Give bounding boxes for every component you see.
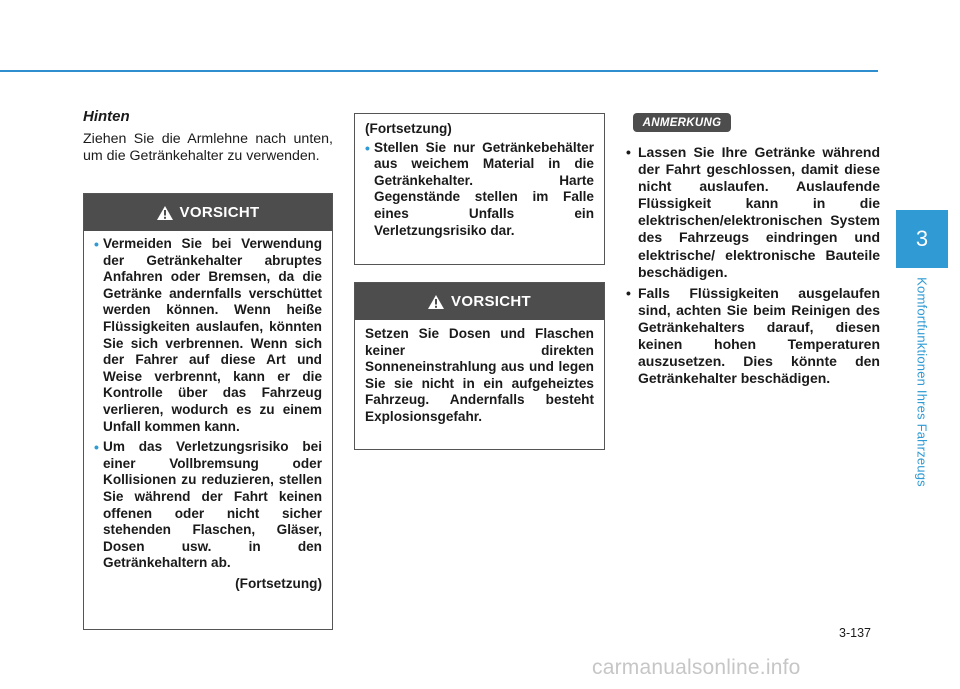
bullet-icon: • (94, 439, 99, 456)
bullet-icon: • (626, 144, 631, 160)
caution-header-2 (355, 283, 604, 320)
warning-triangle-icon (428, 295, 444, 309)
chapter-number: 3 (915, 226, 929, 251)
note-body (626, 144, 880, 391)
note-label: ANMERKUNG (633, 113, 731, 132)
chapter-tab (896, 210, 948, 268)
section-heading: Hinten (83, 108, 130, 125)
caution-continued-body (355, 114, 604, 251)
caution-item: • Vermeiden Sie bei Verwendung der Getränkehalter abruptes Anfahren oder Bremsen, da die Getränke andernfalls verschüttet werden können. Wenn heiße Flüssigkeiten auslaufen, könnten Sie sich verbrennen. Wenn sich der Fahrer auf diese Art und Weise verbrennt, kann er die Kontrolle über das Fahrzeug verlieren, wodurch es zu einem Unfall kommen kann. (94, 236, 322, 434)
caution-box-1 (83, 193, 333, 630)
caution-header-1 (84, 194, 332, 231)
top-rule (0, 70, 878, 72)
chapter-title: Komfortfunktionen Ihres Fahrzeugs (914, 277, 930, 487)
warning-triangle-icon (157, 206, 173, 220)
caution-item: • Stellen Sie nur Getränkebehälter aus weichem Material in die Getränkehalter. Harte Gegenstände stellen im Falle eines Unfalls ein Verletzungsrisiko dar. (365, 139, 594, 238)
caution-body-1 (84, 231, 332, 600)
bullet-icon: • (365, 139, 370, 156)
caution-continued-box (354, 113, 605, 265)
section-intro: Ziehen Sie die Armlehne nach unten, um die Getränkehalter zu verwenden. (83, 131, 333, 164)
caution-title-2: VORSICHT (451, 293, 531, 310)
note-item: • Falls Flüssigkeiten ausgelaufen sind, achten Sie beim Reinigen des Getränkehalters darauf, diesen keinen hohen Temperaturen auszusetzen. Dies könnte den Getränkehalter beschädigen. (626, 284, 880, 387)
caution-box-2 (354, 282, 605, 450)
page-number: 3-137 (839, 626, 871, 640)
caution-item: • Um das Verletzungsrisiko bei einer Vollbremsung oder Kollisionen zu reduzieren, stellen Sie während der Fahrt keinen offenen oder nicht sicher stehenden Flaschen, Gläser, Dosen usw. in den Getränkehaltern ab. (94, 439, 322, 571)
note-item: • Lassen Sie Ihre Getränke während der Fahrt geschlossen, damit diese nicht auslaufen. Auslaufende Flüssigkeit kann in die elektrischen/elektronischen System des Fahrzeugs eindringen und elektrische/ elektronische Bauteile beschädigen. (626, 144, 880, 280)
watermark: carmanualsonline.info (592, 656, 801, 679)
bullet-icon: • (626, 284, 631, 301)
caution-title-1: VORSICHT (179, 204, 260, 221)
caution-text-2: Setzen Sie Dosen und Flaschen keiner direkten Sonneneinstrahlung aus und legen Sie sie nicht in ein aufgeheiztes Fahrzeug. Andernfalls besteht Explosionsgefahr. (365, 326, 594, 424)
continued-header: (Fortsetzung) (365, 121, 452, 136)
continued-label: (Fortsetzung) (235, 575, 322, 591)
bullet-icon: • (94, 236, 99, 252)
